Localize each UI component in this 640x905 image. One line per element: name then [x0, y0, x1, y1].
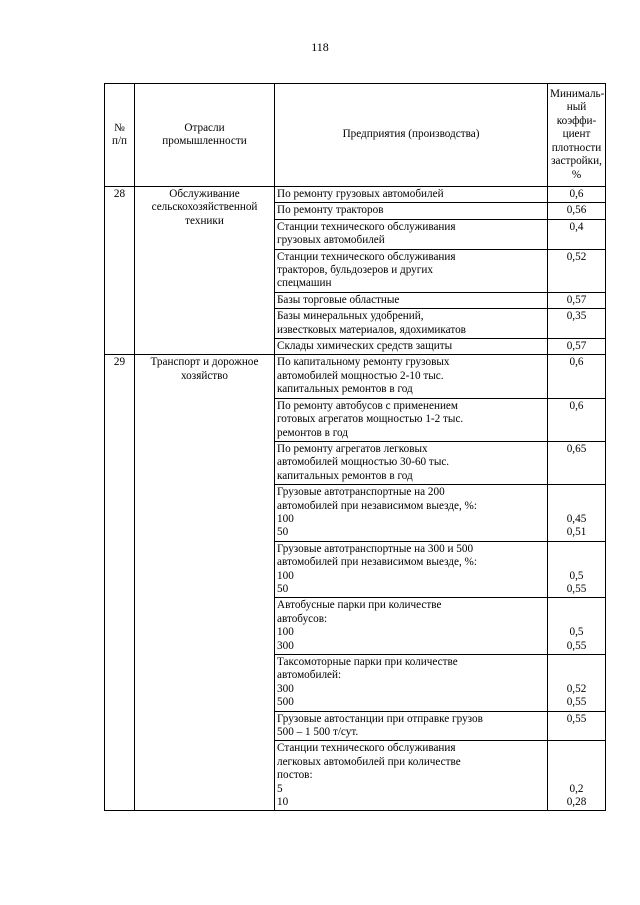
- row-number: 29: [105, 355, 135, 811]
- coefficient-cell: 0,5 0,55: [548, 541, 606, 598]
- coefficient-cell: 0,6: [548, 187, 606, 203]
- coefficient-cell: 0,45 0,51: [548, 485, 606, 542]
- coefficient-cell: 0,35: [548, 309, 606, 339]
- coefficient-cell: 0,6: [548, 355, 606, 398]
- industry-cell: Обслуживание сельскохозяйственной техники: [135, 187, 275, 355]
- enterprise-cell: Станции технического обслуживания тракторов, бульдозеров и других спецмашин: [275, 249, 548, 292]
- row-number: 28: [105, 187, 135, 355]
- coefficient-cell: 0,4: [548, 219, 606, 249]
- coefficient-cell: 0,57: [548, 292, 606, 308]
- industry-cell: Транспорт и дорожное хозяйство: [135, 355, 275, 811]
- enterprise-cell: Станции технического обслуживания грузовых автомобилей: [275, 219, 548, 249]
- table-row: [105, 355, 606, 398]
- header-coefficient: Минималь- ный коэффи- циент плотности застройки, %: [548, 84, 606, 187]
- enterprise-cell: Автобусные парки при количестве автобусов: 100 300: [275, 598, 548, 655]
- enterprise-cell: Грузовые автостанции при отправке грузов 500 – 1 500 т/сут.: [275, 711, 548, 741]
- coefficient-table: [104, 83, 606, 811]
- coefficient-cell: 0,5 0,55: [548, 598, 606, 655]
- table-body: [105, 187, 606, 811]
- enterprise-cell: Базы торговые областные: [275, 292, 548, 308]
- enterprise-cell: По ремонту тракторов: [275, 203, 548, 219]
- enterprise-cell: Склады химических средств защиты: [275, 339, 548, 355]
- coefficient-cell: 0,52 0,55: [548, 655, 606, 712]
- coefficient-cell: 0,6: [548, 398, 606, 441]
- header-industry: Отрасли промышленности: [135, 84, 275, 187]
- coefficient-cell: 0,55: [548, 711, 606, 741]
- header-num: № п/п: [105, 84, 135, 187]
- enterprise-cell: По капитальному ремонту грузовых автомобилей мощностью 2-10 тыс. капитальных ремонтов в год: [275, 355, 548, 398]
- enterprise-cell: Грузовые автотранспортные на 300 и 500 автомобилей при независимом выезде, %: 100 50: [275, 541, 548, 598]
- coefficient-cell: 0,65: [548, 441, 606, 484]
- enterprise-cell: Станции технического обслуживания легковых автомобилей при количестве постов: 5 10: [275, 741, 548, 811]
- enterprise-cell: Грузовые автотранспортные на 200 автомобилей при независимом выезде, %: 100 50: [275, 485, 548, 542]
- coefficient-cell: 0,57: [548, 339, 606, 355]
- table-header-row: [105, 84, 606, 187]
- enterprise-cell: По ремонту грузовых автомобилей: [275, 187, 548, 203]
- enterprise-cell: Базы минеральных удобрений, известковых материалов, ядохимикатов: [275, 309, 548, 339]
- header-enterprise: Предприятия (производства): [275, 84, 548, 187]
- page-number: 118: [311, 40, 329, 54]
- enterprise-cell: По ремонту агрегатов легковых автомобилей мощностью 30-60 тыс. капитальных ремонтов в год: [275, 441, 548, 484]
- enterprise-cell: Таксомоторные парки при количестве автомобилей: 300 500: [275, 655, 548, 712]
- coefficient-cell: 0,2 0,28: [548, 741, 606, 811]
- table-row: [105, 187, 606, 203]
- coefficient-cell: 0,56: [548, 203, 606, 219]
- coefficient-cell: 0,52: [548, 249, 606, 292]
- enterprise-cell: По ремонту автобусов с применением готовых агрегатов мощностью 1-2 тыс. ремонтов в год: [275, 398, 548, 441]
